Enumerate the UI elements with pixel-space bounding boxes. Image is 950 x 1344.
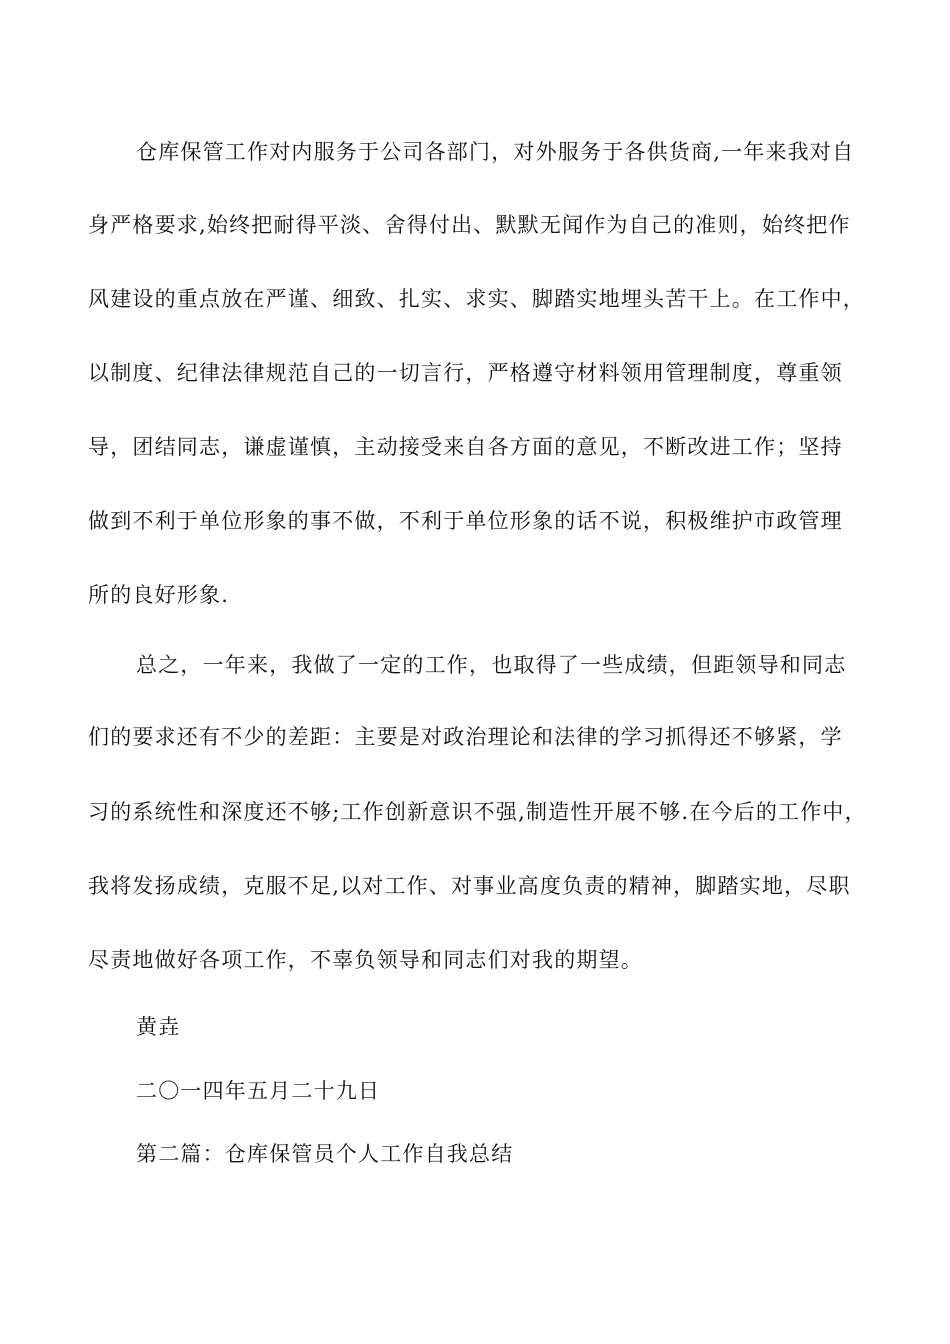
paragraph-2-line-2: 们的要求还有不少的差距：主要是对政治理论和法律的学习抓得还不够紧，学 — [88, 725, 843, 749]
section-title: 第二篇：仓库保管员个人工作自我总结 — [136, 1142, 514, 1166]
paragraph-1-line-3: 风建设的重点放在严谨、细致、扎实、求实、脚踏实地埋头苦干上。在工作中， — [88, 287, 865, 311]
paragraph-1-line-6: 做到不利于单位形象的事不做，不利于单位形象的话不说，积极维护市政管理 — [88, 509, 843, 533]
paragraph-1-line-7: 所的良好形象. — [88, 583, 230, 607]
paragraph-2-line-3: 习的系统性和深度还不够;工作创新意识不强,制造性开展不够.在今后的工作中， — [88, 800, 867, 824]
signature-name: 黄垚 — [136, 1015, 181, 1039]
paragraph-2-line-1: 总之，一年来，我做了一定的工作，也取得了一些成绩，但距领导和同志 — [136, 653, 847, 677]
paragraph-1-line-5: 导，团结同志，谦虚谨慎，主动接受来自各方面的意见，不断改进工作；坚持 — [88, 435, 843, 459]
paragraph-1-line-4: 以制度、纪律法律规范自己的一切言行，严格遵守材料领用管理制度，尊重领 — [88, 361, 843, 385]
signature-date: 二〇一四年五月二十九日 — [136, 1079, 381, 1103]
paragraph-2-line-4: 我将发扬成绩，克服不足,以对工作、对事业高度负责的精神，脚踏实地，尽职 — [88, 874, 851, 898]
paragraph-2-line-5: 尽责地做好各项工作，不辜负领导和同志们对我的期望。 — [88, 948, 643, 972]
paragraph-1-line-2: 身严格要求,始终把耐得平淡、舍得付出、默默无闻作为自己的准则，始终把作 — [88, 213, 851, 237]
paragraph-1-line-1: 仓库保管工作对内服务于公司各部门，对外服务于各供货商,一年来我对自 — [136, 140, 855, 164]
